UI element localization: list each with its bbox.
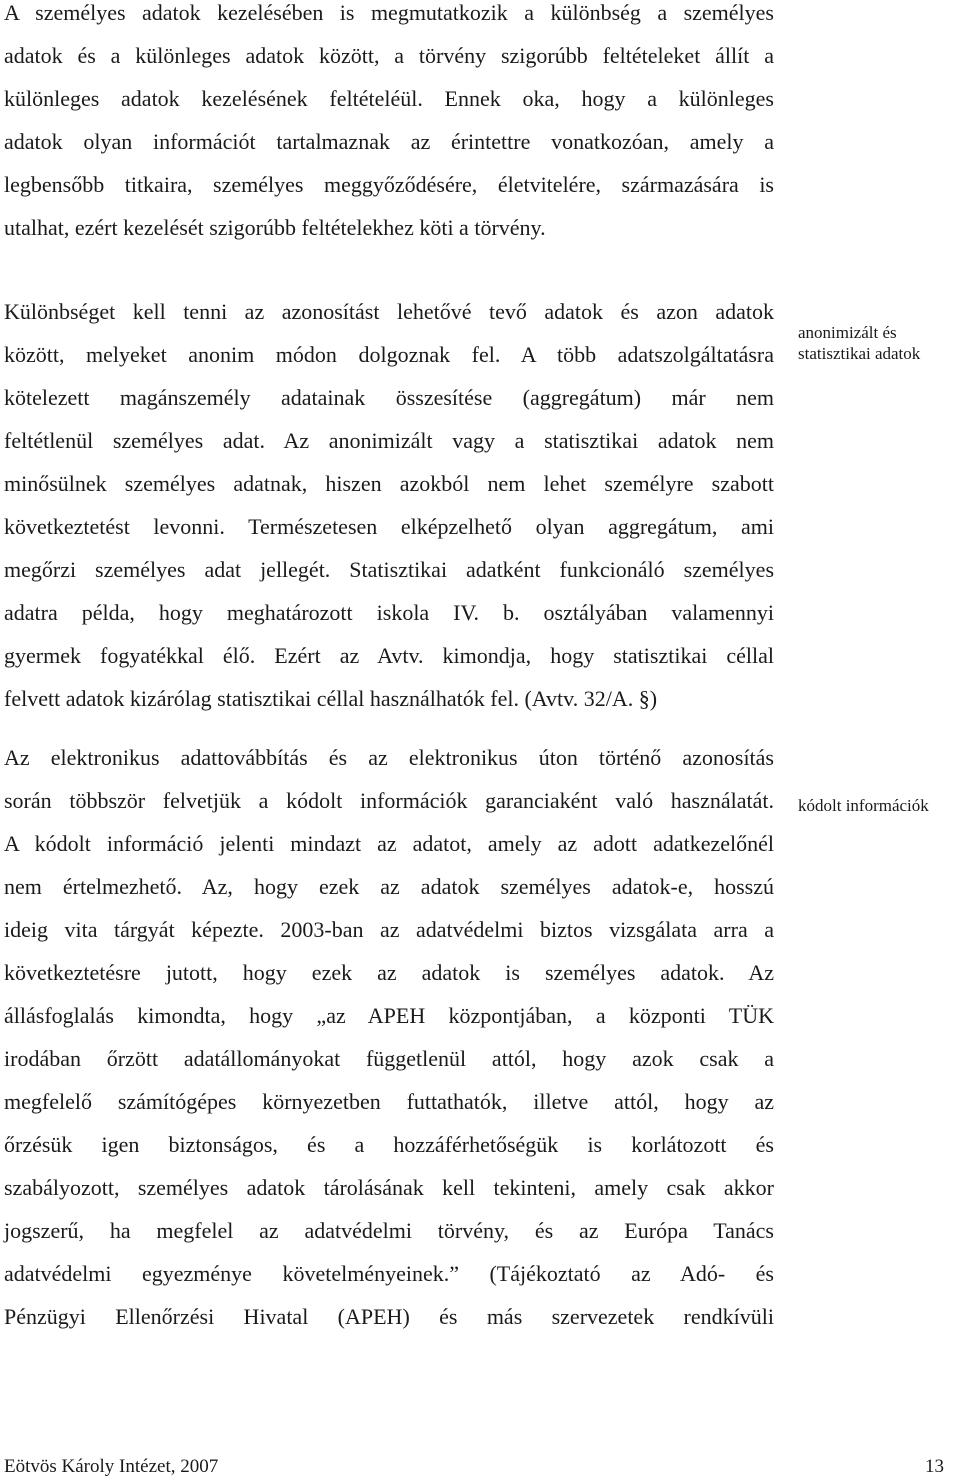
text-line: során többször felvetjük a kódolt információk garanciaként való használatát. xyxy=(4,788,774,813)
text-line: szabályozott, személyes adatok tárolásának kell tekinteni, amely csak akkor xyxy=(4,1175,774,1200)
text-line: utalhat, ezért kezelését szigorúbb feltételekhez köti a törvény. xyxy=(4,215,546,240)
margin-note-line: statisztikai adatok xyxy=(798,344,921,363)
text-line: megfelelő számítógépes környezetben futtathatók, illetve attól, hogy az xyxy=(4,1089,774,1114)
text-line: irodában őrzött adatállományokat függetlenül attól, hogy azok csak a xyxy=(4,1046,774,1071)
text-line: különleges adatok kezelésének feltételéül. Ennek oka, hogy a különleges xyxy=(4,86,774,111)
text-line: ideig vita tárgyát képezte. 2003-ban az adatvédelmi biztos vizsgálata arra a xyxy=(4,917,774,942)
text-line: Különbséget kell tenni az azonosítást lehetővé tevő adatok és azon adatok xyxy=(4,299,774,324)
margin-note-line: anonimizált és xyxy=(798,323,897,342)
text-line: jogszerű, ha megfelel az adatvédelmi törvény, és az Európa Tanács xyxy=(4,1218,774,1243)
text-line: minősülnek személyes adatnak, hiszen azokból nem lehet személyre szabott xyxy=(4,471,774,496)
margin-note-line: kódolt információk xyxy=(798,796,929,815)
text-line: gyermek fogyatékkal élő. Ezért az Avtv. kimondja, hogy statisztikai céllal xyxy=(4,643,774,668)
text-line: A kódolt információ jelenti mindazt az adatot, amely az adott adatkezelőnél xyxy=(4,831,774,856)
margin-note-anonymized xyxy=(798,322,960,364)
margin-note-coded xyxy=(798,795,960,816)
text-line: legbensőbb titkaira, személyes meggyőződésére, életvitelére, származására is xyxy=(4,172,774,197)
text-line: következtetésre jutott, hogy ezek az adatok is személyes adatok. Az xyxy=(4,960,774,985)
text-line: adatra példa, hogy meghatározott iskola IV. b. osztályában valamennyi xyxy=(4,600,774,625)
page-number: 13 xyxy=(925,1456,944,1477)
text-line: megőrzi személyes adat jellegét. Statisztikai adatként funkcionáló személyes xyxy=(4,557,774,582)
paragraph-anonymized-data xyxy=(4,290,774,720)
text-line: kötelezett magánszemély adatainak összesítése (aggregátum) már nem xyxy=(4,385,774,410)
footer-publisher: Eötvös Károly Intézet, 2007 xyxy=(4,1456,219,1477)
text-line: őrzésük igen biztonságos, és a hozzáférhetőségük is korlátozott és xyxy=(4,1132,774,1157)
text-line: nem értelmezhető. Az, hogy ezek az adatok személyes adatok-e, hosszú xyxy=(4,874,774,899)
text-line: adatok és a különleges adatok között, a törvény szigorúbb feltételeket állít a xyxy=(4,43,774,68)
paragraph-coded-information xyxy=(4,736,774,1338)
text-line: adatok olyan információt tartalmaznak az érintettre vonatkozóan, amely a xyxy=(4,129,774,154)
paragraph-special-data xyxy=(4,0,774,249)
text-line: feltétlenül személyes adat. Az anonimizált vagy a statisztikai adatok nem xyxy=(4,428,774,453)
text-line: Pénzügyi Ellenőrzési Hivatal (APEH) és más szervezetek rendkívüli xyxy=(4,1304,774,1329)
text-line: következtetést levonni. Természetesen elképzelhető olyan aggregátum, ami xyxy=(4,514,774,539)
text-line: állásfoglalás kimondta, hogy „az APEH központjában, a központi TÜK xyxy=(4,1003,774,1028)
text-line: adatvédelmi egyezménye követelményeinek.” (Tájékoztató az Adó- és xyxy=(4,1261,774,1286)
text-line: Az elektronikus adattovábbítás és az elektronikus úton történő azonosítás xyxy=(4,745,774,770)
text-line: között, melyeket anonim módon dolgoznak fel. A több adatszolgáltatásra xyxy=(4,342,774,367)
text-line: A személyes adatok kezelésében is megmutatkozik a különbség a személyes xyxy=(4,0,774,25)
text-line: felvett adatok kizárólag statisztikai céllal használhatók fel. (Avtv. 32/A. §) xyxy=(4,686,658,711)
